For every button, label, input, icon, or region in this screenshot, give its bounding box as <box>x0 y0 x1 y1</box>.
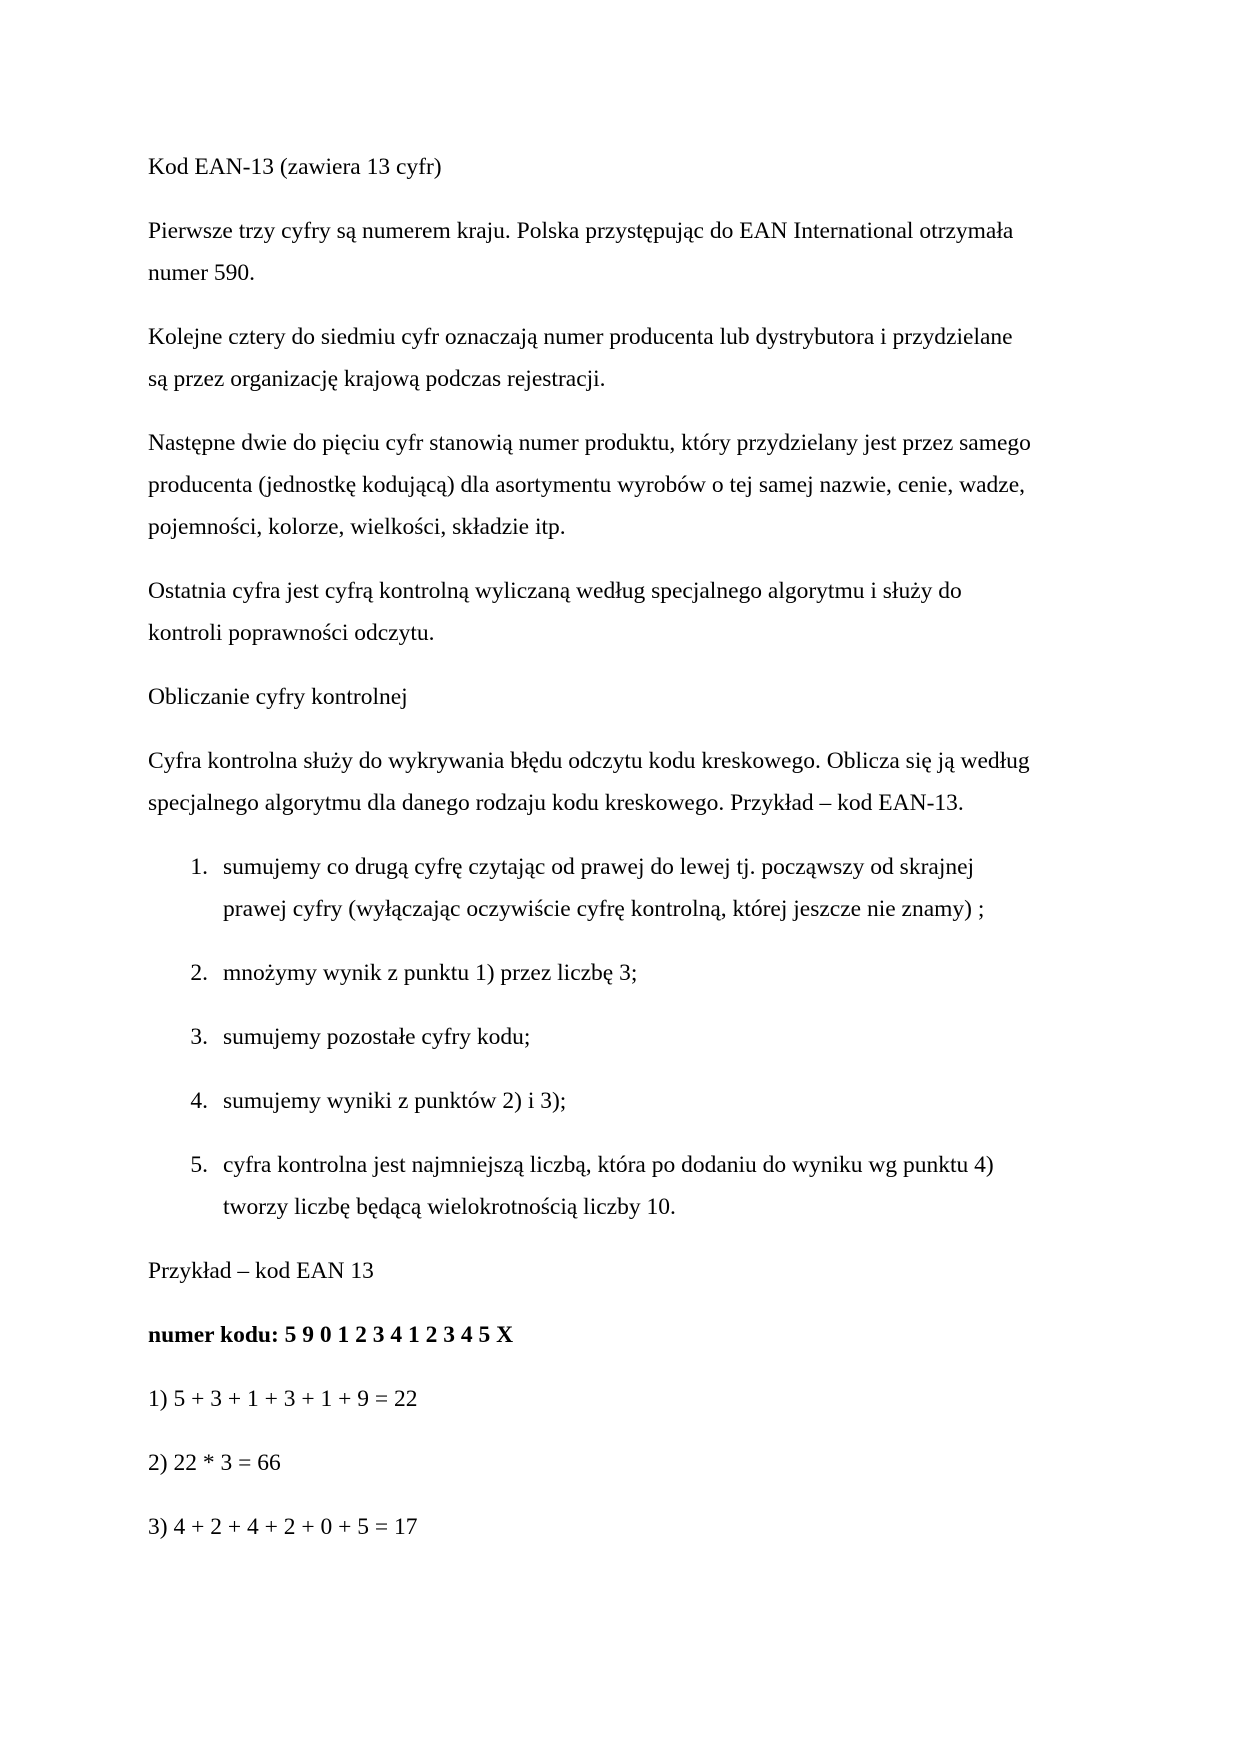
list-item-number: 1. <box>190 854 208 880</box>
paragraph-line: Pierwsze trzy cyfry są numerem kraju. Polska przystępując do EAN International otrzymała <box>148 218 1014 244</box>
list-item <box>148 1016 1108 1058</box>
list-item-text: sumujemy pozostałe cyfry kodu; <box>223 1024 531 1050</box>
paragraph-check-digit <box>148 570 1108 654</box>
paragraph-line: Ostatnia cyfra jest cyfrą kontrolną wyliczaną według specjalnego algorytmu i służy do <box>148 578 962 604</box>
list-item <box>148 952 1108 994</box>
paragraph-line: Kolejne cztery do siedmiu cyfr oznaczają numer producenta lub dystrybutora i przydzielane <box>148 324 1013 350</box>
paragraph-line: Następne dwie do pięciu cyfr stanowią numer produktu, który przydzielany jest przez samego <box>148 430 1031 456</box>
intro-paragraph <box>148 740 1108 824</box>
paragraph-producer-code <box>148 316 1108 400</box>
list-item-text: tworzy liczbę będącą wielokrotnością liczby 10. <box>223 1194 676 1220</box>
calculation-step-3: 3) 4 + 2 + 4 + 2 + 0 + 5 = 17 <box>148 1514 418 1540</box>
calculation-step-1: 1) 5 + 3 + 1 + 3 + 1 + 9 = 22 <box>148 1386 418 1412</box>
document-page <box>148 146 1108 1570</box>
list-item-text: sumujemy wyniki z punktów 2) i 3); <box>223 1088 567 1114</box>
document-title: Kod EAN-13 (zawiera 13 cyfr) <box>148 154 442 180</box>
list-item-number: 4. <box>190 1088 208 1114</box>
paragraph-line: numer 590. <box>148 260 256 286</box>
list-item <box>148 1144 1108 1228</box>
paragraph-line: specjalnego algorytmu dla danego rodzaju kodu kreskowego. Przykład – kod EAN-13. <box>148 790 964 816</box>
paragraph-line: producenta (jednostkę kodującą) dla asortymentu wyrobów o tej samej nazwie, cenie, wadze, <box>148 472 1026 498</box>
steps-list <box>148 846 1108 1228</box>
list-item-number: 3. <box>190 1024 208 1050</box>
paragraph-country-code <box>148 210 1108 294</box>
list-item-number: 5. <box>190 1152 208 1178</box>
list-item-text: sumujemy co drugą cyfrę czytając od prawej do lewej tj. począwszy od skrajnej <box>223 854 975 880</box>
paragraph-line: kontroli poprawności odczytu. <box>148 620 435 646</box>
list-item-text: mnożymy wynik z punktu 1) przez liczbę 3; <box>223 960 638 986</box>
list-item-number: 2. <box>190 960 208 986</box>
list-item <box>148 846 1108 930</box>
paragraph-line: Cyfra kontrolna służy do wykrywania błędu odczytu kodu kreskowego. Oblicza się ją według <box>148 748 1030 774</box>
list-item <box>148 1080 1108 1122</box>
paragraph-line: pojemności, kolorze, wielkości, składzie itp. <box>148 514 566 540</box>
calculation-step-2: 2) 22 * 3 = 66 <box>148 1450 281 1476</box>
paragraph-product-code <box>148 422 1108 548</box>
code-number: numer kodu: 5 9 0 1 2 3 4 1 2 3 4 5 X <box>148 1322 514 1348</box>
list-item-text: cyfra kontrolna jest najmniejszą liczbą, która po dodaniu do wyniku wg punktu 4) <box>223 1152 994 1178</box>
section-heading: Obliczanie cyfry kontrolnej <box>148 684 408 710</box>
list-item-text: prawej cyfry (wyłączając oczywiście cyfrę kontrolną, której jeszcze nie znamy) ; <box>223 896 985 922</box>
example-heading: Przykład – kod EAN 13 <box>148 1258 374 1284</box>
paragraph-line: są przez organizację krajową podczas rejestracji. <box>148 366 606 392</box>
